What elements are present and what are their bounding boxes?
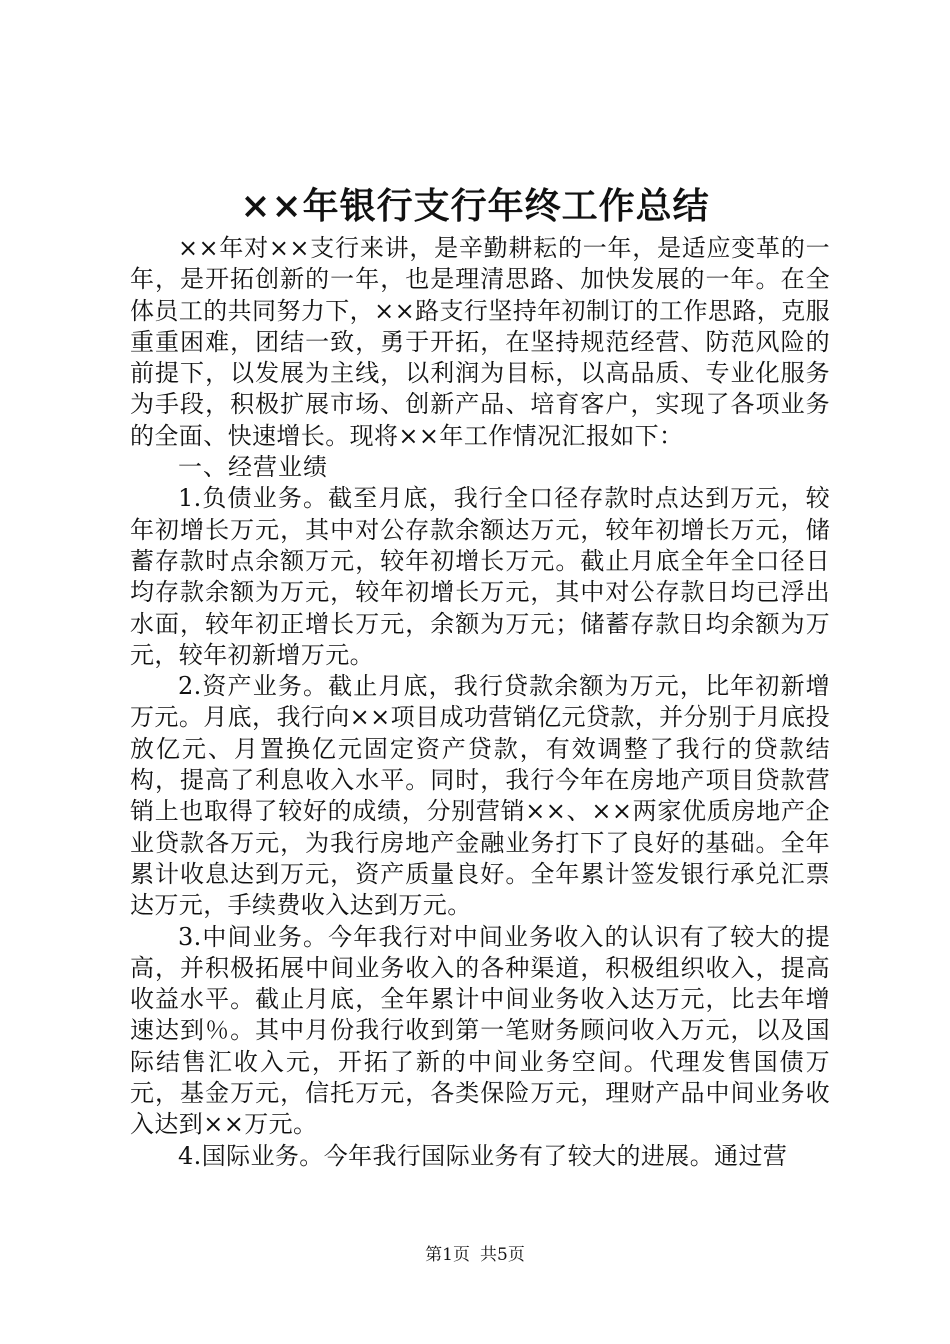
paragraph-liability-business: 1.负债业务。截至月底，我行全口径存款时点达到万元，较年初增长万元，其中对公存款余额达万元，较年初增长万元，储蓄存款时点余额万元，较年初增长万元。截止月底全年全口径日均存款余额为万元，较年初增长万元，其中对公存款日均已浮出水面，较年初正增长万元，余额为万元；储蓄存款日均余额为万元，较年初新增万元。 [130, 484, 830, 669]
document-title: ××年银行支行年终工作总结 [240, 185, 710, 227]
page-total: 共5页 [480, 1245, 525, 1265]
paragraph-intro: ××年对××支行来讲，是辛勤耕耘的一年，是适应变革的一年，是开拓创新的一年，也是理清思路、加快发展的一年。在全体员工的共同努力下，××路支行坚持年初制订的工作思路，克服重重困难，团结一致，勇于开拓，在坚持规范经营、防范风险的前提下，以发展为主线，以利润为目标，以高品质、专业化服务为手段，积极扩展市场、创新产品、培育客户，实现了各项业务的全面、快速增长。现将××年工作情况汇报如下： [130, 234, 830, 450]
paragraph-intermediary-business: 3.中间业务。今年我行对中间业务收入的认识有了较大的提高，并积极拓展中间业务收入的各种渠道，积极组织收入，提高收益水平。截止月底，全年累计中间业务收入达万元，比去年增速达到％。其中月份我行收到第一笔财务顾问收入万元，以及国际结售汇收入元，开拓了新的中间业务空间。代理发售国债万元，基金万元，信托万元，各类保险万元，理财产品中间业务收入达到××万元。 [130, 922, 830, 1139]
paragraph-asset-business: 2.资产业务。截止月底，我行贷款余额为万元，比年初新增万元。月底，我行向××项目成功营销亿元贷款，并分别于月底投放亿元、月置换亿元固定资产贷款，有效调整了我行的贷款结构，提高了利息收入水平。同时，我行今年在房地产项目贷款营销上也取得了较好的成绩，分别营销××、××两家优质房地产企业贷款各万元，为我行房地产金融业务打下了良好的基础。全年累计收息达到万元，资产质量良好。全年累计签发银行承兑汇票达万元，手续费收入达到万元。 [130, 672, 830, 920]
page-footer [0, 1243, 950, 1267]
document-body [130, 233, 830, 1172]
page-number: 第1页 [425, 1245, 470, 1265]
paragraph-international-business: 4.国际业务。今年我行国际业务有了较大的进展。通过营 [178, 1141, 788, 1170]
section-heading-business-performance: 一、经营业绩 [178, 453, 328, 482]
